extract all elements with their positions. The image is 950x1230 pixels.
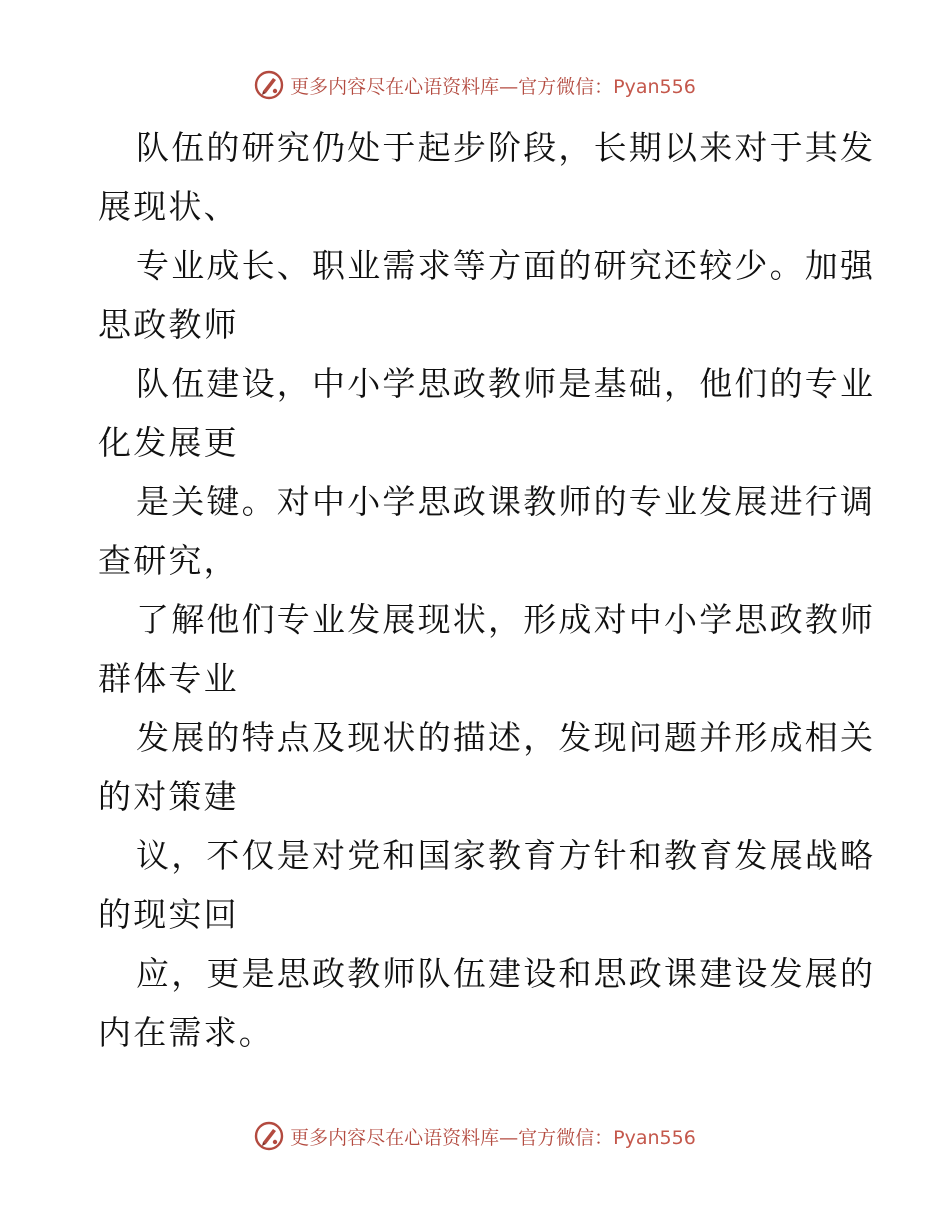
body-line: 化发展更 [98, 423, 239, 462]
body-line: 查研究， [98, 541, 239, 580]
footer-banner-text: 更多内容尽在心语资料库—官方微信： [290, 1126, 614, 1149]
document-body [98, 118, 876, 1062]
footer-banner [0, 1121, 950, 1151]
body-line: 议，不仅是对党和国家教育方针和教育发展战略 [136, 836, 876, 875]
body-line: 思政教师 [98, 305, 239, 344]
body-line: 专业成长、职业需求等方面的研究还较少。加强 [136, 246, 876, 285]
body-line: 群体专业 [98, 659, 239, 698]
body-line: 的对策建 [98, 777, 239, 816]
body-line: 队伍建设，中小学思政教师是基础，他们的专业 [136, 364, 876, 403]
body-line: 展现状、 [98, 187, 239, 226]
header-banner-text: 更多内容尽在心语资料库—官方微信： [290, 75, 614, 98]
body-line: 内在需求。 [98, 1013, 274, 1052]
body-line: 是关键。对中小学思政课教师的专业发展进行调 [136, 482, 876, 521]
footer-banner-id: Pyan556 [613, 1126, 696, 1149]
header-banner [0, 70, 950, 100]
body-line: 发展的特点及现状的描述，发现问题并形成相关 [136, 718, 876, 757]
body-line: 应，更是思政教师队伍建设和思政课建设发展的 [136, 954, 876, 993]
pen-logo-icon [254, 1121, 284, 1151]
body-line: 队伍的研究仍处于起步阶段，长期以来对于其发 [136, 128, 876, 167]
header-banner-id: Pyan556 [613, 75, 696, 98]
body-line: 了解他们专业发展现状，形成对中小学思政教师 [136, 600, 876, 639]
pen-logo-icon [254, 70, 284, 100]
body-line: 的现实回 [98, 895, 239, 934]
